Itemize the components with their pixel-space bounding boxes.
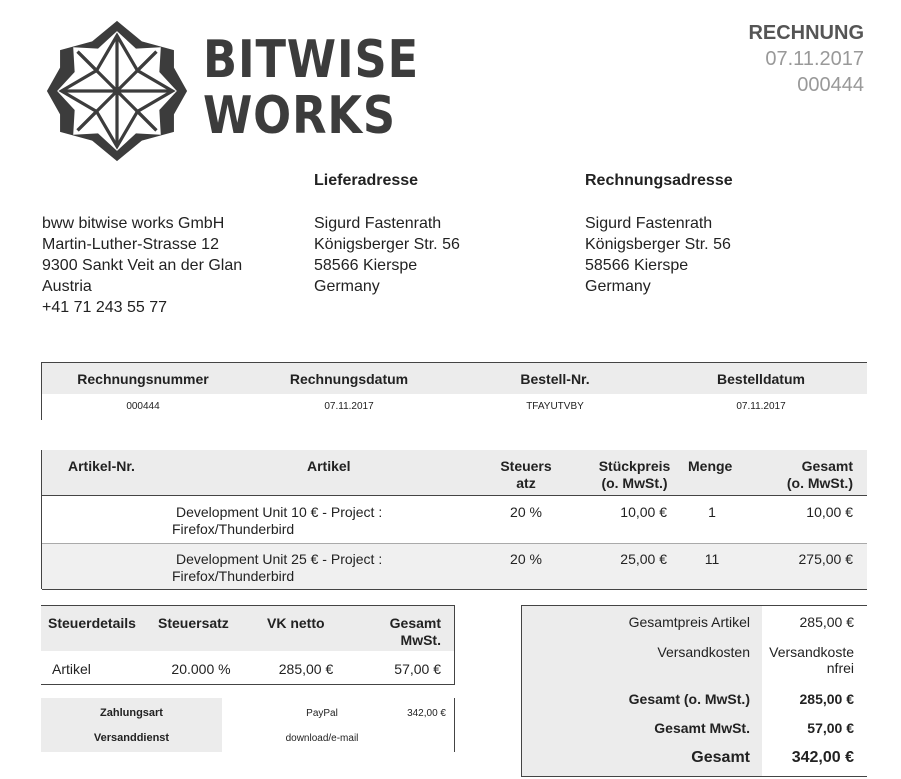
billing-address [585, 213, 731, 297]
billing-heading: Rechnungsadresse [585, 172, 733, 189]
info-header-bestell-nr: Bestell-Nr. [520, 371, 590, 387]
shipping-cost-value [762, 644, 854, 676]
item-artikel [172, 551, 382, 585]
total-articles-label: Gesamtpreis Artikel [628, 614, 750, 630]
item-artikel-line1: Development Unit 25 € - Project : [176, 551, 383, 567]
info-value-bestelldatum: 07.11.2017 [736, 401, 786, 412]
item-artikel-line2: Firefox/Thunderbird [172, 568, 295, 584]
sender-line: Martin-Luther-Strasse 12 [42, 236, 219, 253]
item-menge: 11 [704, 551, 720, 567]
grand-total-label: Gesamt [691, 749, 750, 766]
item-menge: 1 [708, 504, 716, 520]
tax-row-netto: 285,00 € [278, 661, 334, 677]
shipping-line: Sigurd Fastenrath [314, 215, 442, 232]
items-header-stueckpreis-line1: Stückpreis [598, 458, 671, 474]
sender-address [42, 213, 242, 318]
sender-line: Austria [42, 278, 92, 295]
tax-details-table [41, 605, 455, 685]
payment-amount-value: 342,00 € [407, 708, 446, 719]
total-vat-label: Gesamt MwSt. [654, 720, 750, 736]
shipping-line: Germany [314, 278, 380, 295]
payment-method-value: PayPal [306, 708, 338, 719]
shipping-line: Königsberger Str. 56 [314, 236, 460, 253]
info-header-rechnungsdatum: Rechnungsdatum [289, 371, 409, 387]
payment-method-label: Zahlungsart [100, 707, 163, 719]
shipping-cost-value-line1: Versandkoste [769, 644, 854, 660]
tax-header-gesamt-line1: Gesamt [389, 615, 441, 631]
items-header-steuersatz-line1: Steuers [500, 458, 552, 474]
invoice-title: RECHNUNG [748, 22, 864, 44]
tax-row-satz: 20.000 % [171, 661, 231, 677]
items-table [41, 450, 867, 589]
sender-line: 9300 Sankt Veit an der Glan [42, 257, 243, 274]
table-row [42, 496, 867, 544]
items-header-steuersatz-line2: atz [516, 475, 536, 491]
shipping-address [314, 213, 460, 297]
total-net-label: Gesamt (o. MwSt.) [628, 691, 750, 707]
shipping-line: 58566 Kierspe [314, 257, 418, 274]
sender-line: bww bitwise works GmbH [42, 215, 225, 232]
info-value-bestell-nr: TFAYUTVBY [526, 401, 584, 412]
shipping-cost-value-line2: nfrei [826, 660, 854, 676]
octagram-star-icon [44, 18, 190, 164]
tax-header-details: Steuerdetails [48, 615, 136, 631]
item-steuersatz: 20 % [510, 551, 542, 567]
total-vat-value: 57,00 € [807, 720, 854, 736]
grand-total-value: 342,00 € [791, 749, 854, 766]
info-header-rechnungsnummer: Rechnungsnummer [77, 371, 209, 387]
items-header-menge: Menge [688, 458, 733, 474]
info-value-rechnungsnummer: 000444 [126, 401, 160, 412]
logo-text-line1: BITWISE [203, 30, 419, 90]
totals-table [521, 605, 867, 777]
billing-line: Germany [585, 278, 651, 295]
items-header-stueckpreis-line2: (o. MwSt.) [601, 475, 668, 491]
payment-table [41, 698, 455, 752]
items-header-stueckpreis [582, 458, 687, 491]
shipping-cost-label: Versandkosten [657, 644, 750, 660]
item-artikel-line1: Development Unit 10 € - Project : [176, 504, 383, 520]
total-articles-value: 285,00 € [799, 614, 854, 630]
items-header-artikel: Artikel [307, 458, 351, 474]
item-stueckpreis: 10,00 € [620, 504, 667, 520]
tax-header-netto: VK netto [267, 615, 325, 631]
shipping-service-label: Versanddienst [93, 732, 170, 744]
shipping-service-value: download/e-mail [285, 733, 359, 744]
tax-header-gesamt-line2: MwSt. [400, 632, 441, 648]
item-steuersatz: 20 % [510, 504, 542, 520]
item-artikel [172, 504, 382, 538]
tax-header-gesamt [361, 615, 441, 648]
item-stueckpreis: 25,00 € [620, 551, 667, 567]
info-header-bestelldatum: Bestelldatum [717, 371, 805, 387]
items-header-steuersatz [482, 458, 570, 491]
logo-text-line2: WORKS [203, 86, 396, 146]
billing-line: Königsberger Str. 56 [585, 236, 731, 253]
billing-line: 58566 Kierspe [585, 257, 689, 274]
items-header-artikel-nr: Artikel-Nr. [68, 458, 135, 474]
items-header-gesamt [753, 458, 853, 491]
total-net-value: 285,00 € [799, 691, 854, 707]
tax-header-satz: Steuersatz [158, 615, 229, 631]
item-gesamt: 275,00 € [798, 551, 853, 567]
sender-line: +41 71 243 55 77 [42, 299, 168, 316]
info-value-rechnungsdatum: 07.11.2017 [324, 401, 374, 412]
item-artikel-line2: Firefox/Thunderbird [172, 521, 295, 537]
billing-line: Sigurd Fastenrath [585, 215, 713, 232]
table-row [42, 544, 867, 590]
tax-row-gesamt: 57,00 € [394, 661, 441, 677]
tax-row-details: Artikel [52, 661, 91, 677]
shipping-heading: Lieferadresse [314, 172, 419, 189]
items-header-gesamt-line1: Gesamt [801, 458, 853, 474]
invoice-date: 07.11.2017 [765, 48, 864, 70]
item-gesamt: 10,00 € [806, 504, 853, 520]
invoice-number: 000444 [797, 74, 864, 96]
invoice-title-block [748, 20, 864, 98]
items-header-gesamt-line2: (o. MwSt.) [786, 475, 853, 491]
invoice-info-table [41, 362, 867, 420]
items-header-row [42, 450, 867, 496]
